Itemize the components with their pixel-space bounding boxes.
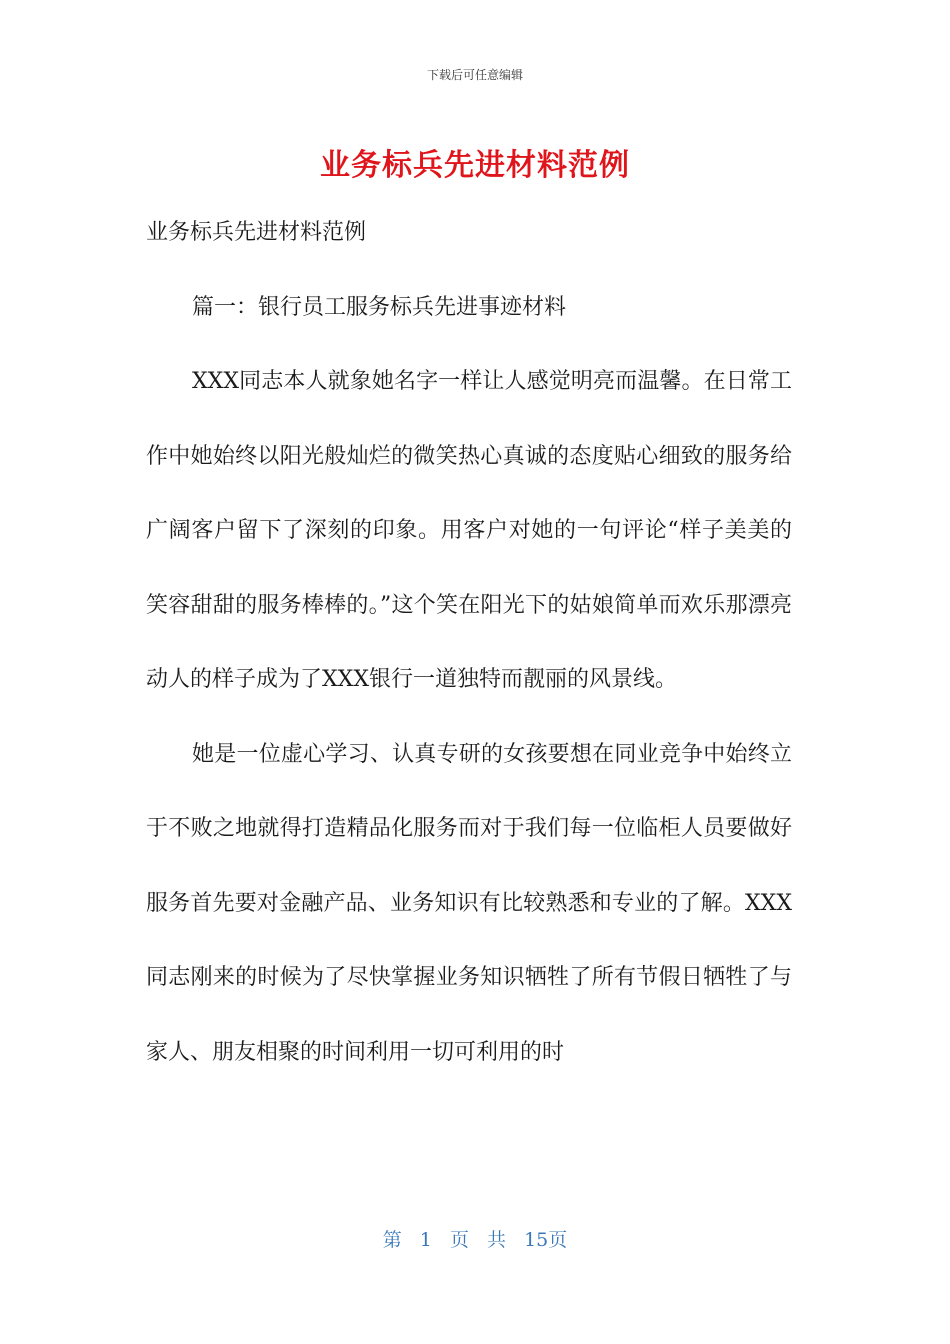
footer-page-number: 1 [419, 1229, 432, 1251]
document-title: 业务标兵先进材料范例 [320, 148, 630, 183]
body-paragraph: XXX同志本人就象她名字一样让人感觉明亮而温馨。在日常工作中她始终以阳光般灿烂的微笑热心真诚的态度贴心细致的服务给广阔客户留下了深刻的印象。用客户对她的一句评论“样子美美的笑容甜甜的服务棒棒的。”这个笑在阳光下的姑娘简单而欢乐那漂亮动人的样子成为了XXX银行一道独特而靓丽的风景线。 [146, 369, 792, 692]
page-footer [0, 1225, 950, 1252]
document-subtitle: 业务标兵先进材料范例 [146, 220, 367, 245]
body-paragraph: 她是一位虚心学习、认真专研的女孩要想在同业竞争中始终立于不败之地就得打造精品化服务而对于我们每一位临柜人员要做好服务首先要对金融产品、业务知识有比较熟悉和专业的了解。XXX同志刚来的时候为了尽快掌握业务知识牺牲了所有节假日牺牲了与家人、朋友相聚的时间利用一切可利用的时 [146, 741, 792, 1065]
document-body [146, 196, 792, 1090]
footer-label-di: 第 [382, 1229, 402, 1251]
footer-label-gong: 共 [487, 1229, 507, 1251]
footer-label-ye: 页 [449, 1229, 469, 1251]
page-header-note: 下载后可任意编辑 [426, 68, 523, 82]
section-heading: 篇一：银行员工服务标兵先进事迹材料 [192, 294, 567, 320]
footer-total-pages: 15页 [524, 1229, 568, 1251]
